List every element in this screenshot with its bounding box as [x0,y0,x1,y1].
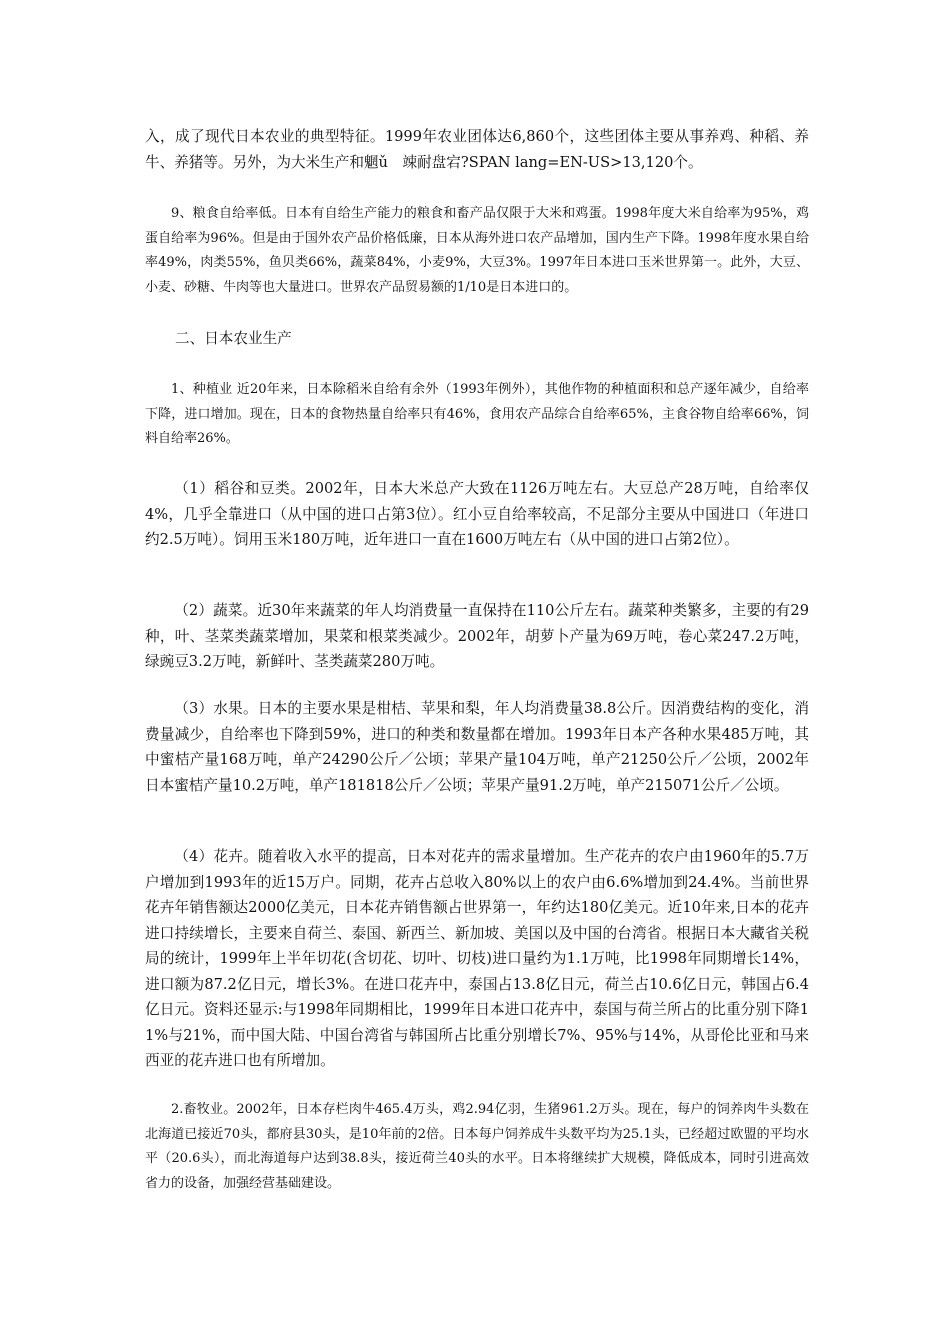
paragraph-fruits: （3）水果。日本的主要水果是柑桔、苹果和梨，年人均消费量38.8公斤。因消费结构的变化，消费量减少，自给率也下降到59%，进口的种类和数量都在增加。1993年日本产各种水果485万吨，其中蜜桔产量168万吨，单产24290公斤／公顷；苹果产量104万吨，单产21250公斤／公顷，2002年日本蜜桔产量10.2万吨，单产181818公斤／公顷；苹果产量91.2万吨，单产215071公斤／公顷。 [145,700,809,794]
paragraph-food-self-sufficiency: 9、粮食自给率低。日本有自给生产能力的粮食和畜产品仅限于大米和鸡蛋。1998年度大米自给率为95%，鸡蛋自给率为96%。但是由于国外农产品价格低廉，日本从海外进口农产品增加，国内生产下降。1998年度水果自给率49%，肉类55%，鱼贝类66%，蔬菜84%，小麦9%，大豆3%。1997年日本进口玉米世界第一。此外，大豆、小麦、砂糖、牛肉等也大量进口。世界农产品贸易额的1/10是日本进口的。 [145,206,809,295]
paragraph-rice-and-beans: （1）稻谷和豆类。2002年，日本大米总产大致在1126万吨左右。大豆总产28万吨，自给率仅4%，几乎全靠进口（从中国的进口占第3位）。红小豆自给率较高，不足部分主要从中国进口（年进口约2.5万吨）。饲用玉米180万吨，近年进口一直在1600万吨左右（从中国的进口占第2位）。 [145,480,809,548]
paragraph-crop-farming: 1、种植业 近20年来，日本除稻米自给有余外（1993年例外），其他作物的种植面积和总产逐年减少，自给率下降，进口增加。现在，日本的食物热量自给率只有46%，食用农产品综合自给率65%，主食谷物自给率66%，饲料自给率26%。 [145,382,809,446]
paragraph-animal-husbandry: 2.畜牧业。2002年，日本存栏肉牛465.4万头，鸡2.94亿羽，生猪961.2万头。现在，每户的饲养肉牛头数在北海道已接近70头，都府县30头，是10年前的2倍。日本每户饲养成牛头数平均为25.1头，已经超过欧盟的平均水平（20.6头），而北海道每户达到38.8头，接近荷兰40头的水平。日本将继续扩大规模，降低成本，同时引进高效省力的设备，加强经营基础建设。 [145,1102,809,1191]
section-heading-agricultural-production: 二、日本农业生产 [175,330,292,347]
paragraph-vegetables: （2）蔬菜。近30年来蔬菜的年人均消费量一直保持在110公斤左右。蔬菜种类繁多，主要的有29种，叶、茎菜类蔬菜增加，果菜和根菜类减少。2002年，胡萝卜产量为69万吨，卷心菜247.2万吨，绿豌豆3.2万吨，新鲜叶、茎类蔬菜280万吨。 [145,602,809,670]
paragraph-flowers: （4）花卉。随着收入水平的提高，日本对花卉的需求量增加。生产花卉的农户由1960年的5.7万户增加到1993年的近15万户。同期，花卉占总收入80%以上的农户由6.6%增加到24.4%。当前世界花卉年销售额达2000亿美元，日本花卉销售额占世界第一，年约达180亿美元。近10年来,日本的花卉进口持续增长，主要来自荷兰、泰国、新西兰、新加坡、美国以及中国的台湾省。根据日本大藏省关税局的统计，1999年上半年切花(含切花、切叶、切枝)进口量约为1.1万吨，比1998年同期增长14%，进口额为87.2亿日元，增长3%。在进口花卉中，泰国占13.8亿日元，荷兰占10.6亿日元，韩国占6.4亿日元。资料还显示:与1998年同期相比，1999年日本进口花卉中，泰国与荷兰所占的比重分别下降11%与21%，而中国大陆、中国台湾省与韩国所占比重分别增长7%、95%与14%，从哥伦比亚和马来西亚的花卉进口也有所增加。 [145,848,809,1069]
paragraph-agricultural-groups: 入，成了现代日本农业的典型特征。1999年农业团体达6,860个，这些团体主要从事养鸡、种稻、养牛、养猪等。另外，为大米生产和魍ǔ 竦耐盘宕?SPAN lang=EN-US>13,120个。 [145,128,809,171]
